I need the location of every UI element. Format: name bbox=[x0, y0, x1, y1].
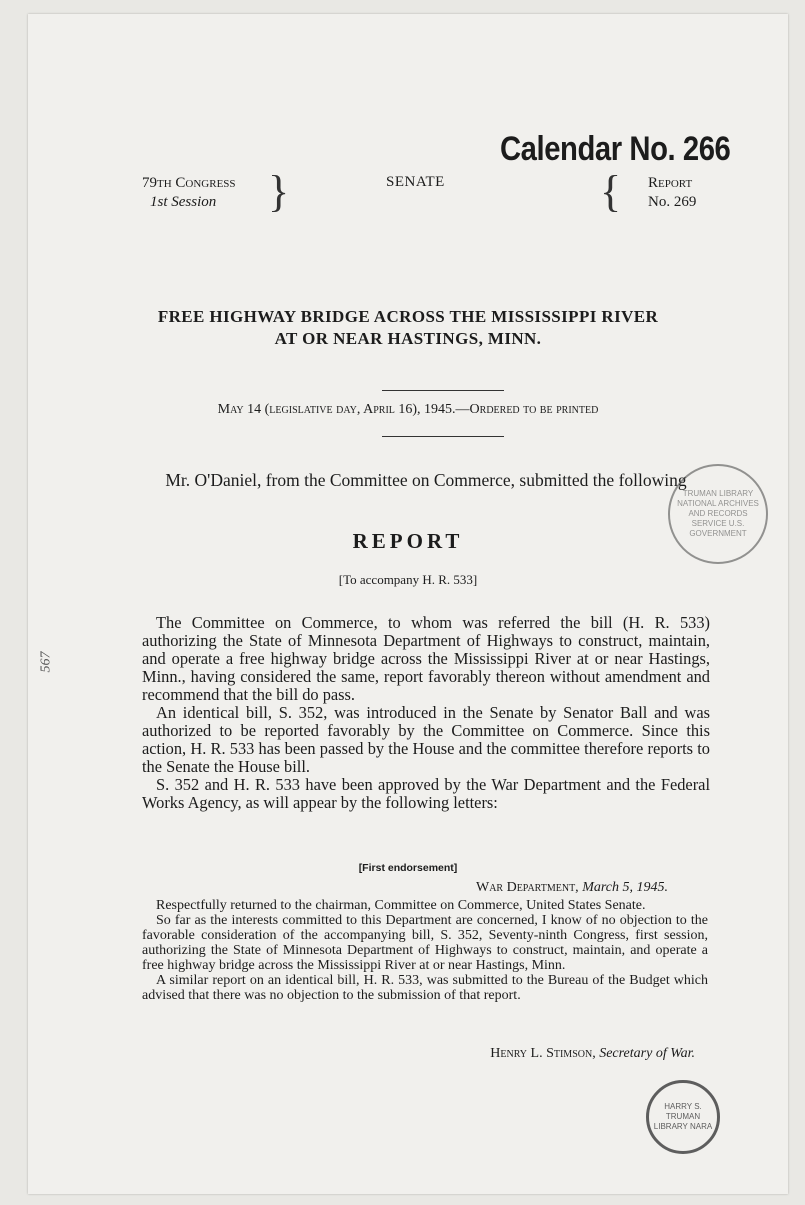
signature-block bbox=[28, 1046, 695, 1062]
nara-stamp-text: HARRY S. TRUMAN LIBRARY NARA bbox=[653, 1102, 713, 1131]
paragraph: The Committee on Commerce, to whom was referred the bill (H. R. 533) authorizing the State of Minnesota Department of Highways to construct, maintain, and operate a free highway bridge across the Mississippi River at or near Hastings, Minn., having considered the same, report favorably thereon without amendment and recommend that the bill do pass. bbox=[142, 613, 710, 704]
signer-name: Henry L. Stimson, bbox=[490, 1046, 596, 1061]
congress-line: 79th Congress bbox=[142, 175, 236, 191]
document-title bbox=[28, 306, 788, 350]
endorsement-label: [First endorsement] bbox=[358, 862, 458, 874]
congress-session bbox=[142, 174, 236, 212]
brace-left-facing: { bbox=[600, 167, 622, 216]
margin-handwritten-note: 567 bbox=[38, 651, 54, 673]
letter-paragraph: Respectfully returned to the chairman, Committee on Commerce, United States Senate. bbox=[156, 898, 646, 913]
report-no: No. 269 bbox=[648, 194, 697, 210]
divider-top bbox=[382, 390, 504, 391]
divider-bottom bbox=[382, 436, 504, 437]
dateline: May 14 (legislative day, April 16), 1945.—Ordered to be printed bbox=[217, 402, 599, 417]
archive-stamp-text: TRUMAN LIBRARY NATIONAL ARCHIVES AND RECORDS SERVICE U.S. GOVERNMENT bbox=[677, 489, 759, 538]
report-body bbox=[142, 614, 710, 812]
title-line-2: AT OR NEAR HASTINGS, MINN. bbox=[274, 329, 542, 348]
calendar-number: Calendar No. 266 bbox=[500, 130, 731, 168]
paragraph: S. 352 and H. R. 533 have been approved by the War Department and the Federal Works Agency, as will appear by the following letters: bbox=[142, 775, 710, 812]
report-number bbox=[648, 174, 696, 212]
session-line: 1st Session bbox=[150, 194, 217, 210]
document-page bbox=[28, 14, 788, 1194]
paragraph: An identical bill, S. 352, was introduced in the Senate by Senator Ball and was authorized to be reported favorably by the Committee on Commerce. Since this action, H. R. 533 has been passed by the House and the committee therefore reports to the Senate the House bill. bbox=[142, 703, 710, 776]
report-heading: REPORT bbox=[352, 529, 464, 553]
war-department-dateline bbox=[28, 880, 668, 896]
war-department-label: War Department, bbox=[475, 880, 579, 895]
nara-stamp-icon bbox=[646, 1080, 720, 1154]
letter-paragraph: So far as the interests committed to this Department are concerned, I know of no objection to the favorable consideration of the accompanying bill, S. 352, Seventy-ninth Congress, first session, authorizing the State of Minnesota Department of Highways to construct, maintain, and operate a free highway bridge across the Mississippi River at or near Hastings, Minn. bbox=[142, 913, 708, 973]
accompany-note: [To accompany H. R. 533] bbox=[338, 572, 478, 587]
report-label: Report bbox=[648, 175, 693, 191]
brace-right-facing: } bbox=[268, 167, 290, 216]
chamber-label: SENATE bbox=[386, 174, 445, 190]
letter-date: March 5, 1945. bbox=[582, 880, 668, 895]
signer-title: Secretary of War. bbox=[599, 1046, 695, 1061]
letter-paragraph: A similar report on an identical bill, H. R. 533, was submitted to the Bureau of the Budget which advised that there was no objection to the submission of that report. bbox=[142, 973, 708, 1003]
archive-stamp-icon bbox=[668, 464, 768, 564]
title-line-1: FREE HIGHWAY BRIDGE ACROSS THE MISSISSIPPI RIVER bbox=[157, 307, 659, 326]
endorsement-letter bbox=[142, 898, 708, 1003]
submitted-by: Mr. O'Daniel, from the Committee on Commerce, submitted the following bbox=[165, 470, 687, 490]
